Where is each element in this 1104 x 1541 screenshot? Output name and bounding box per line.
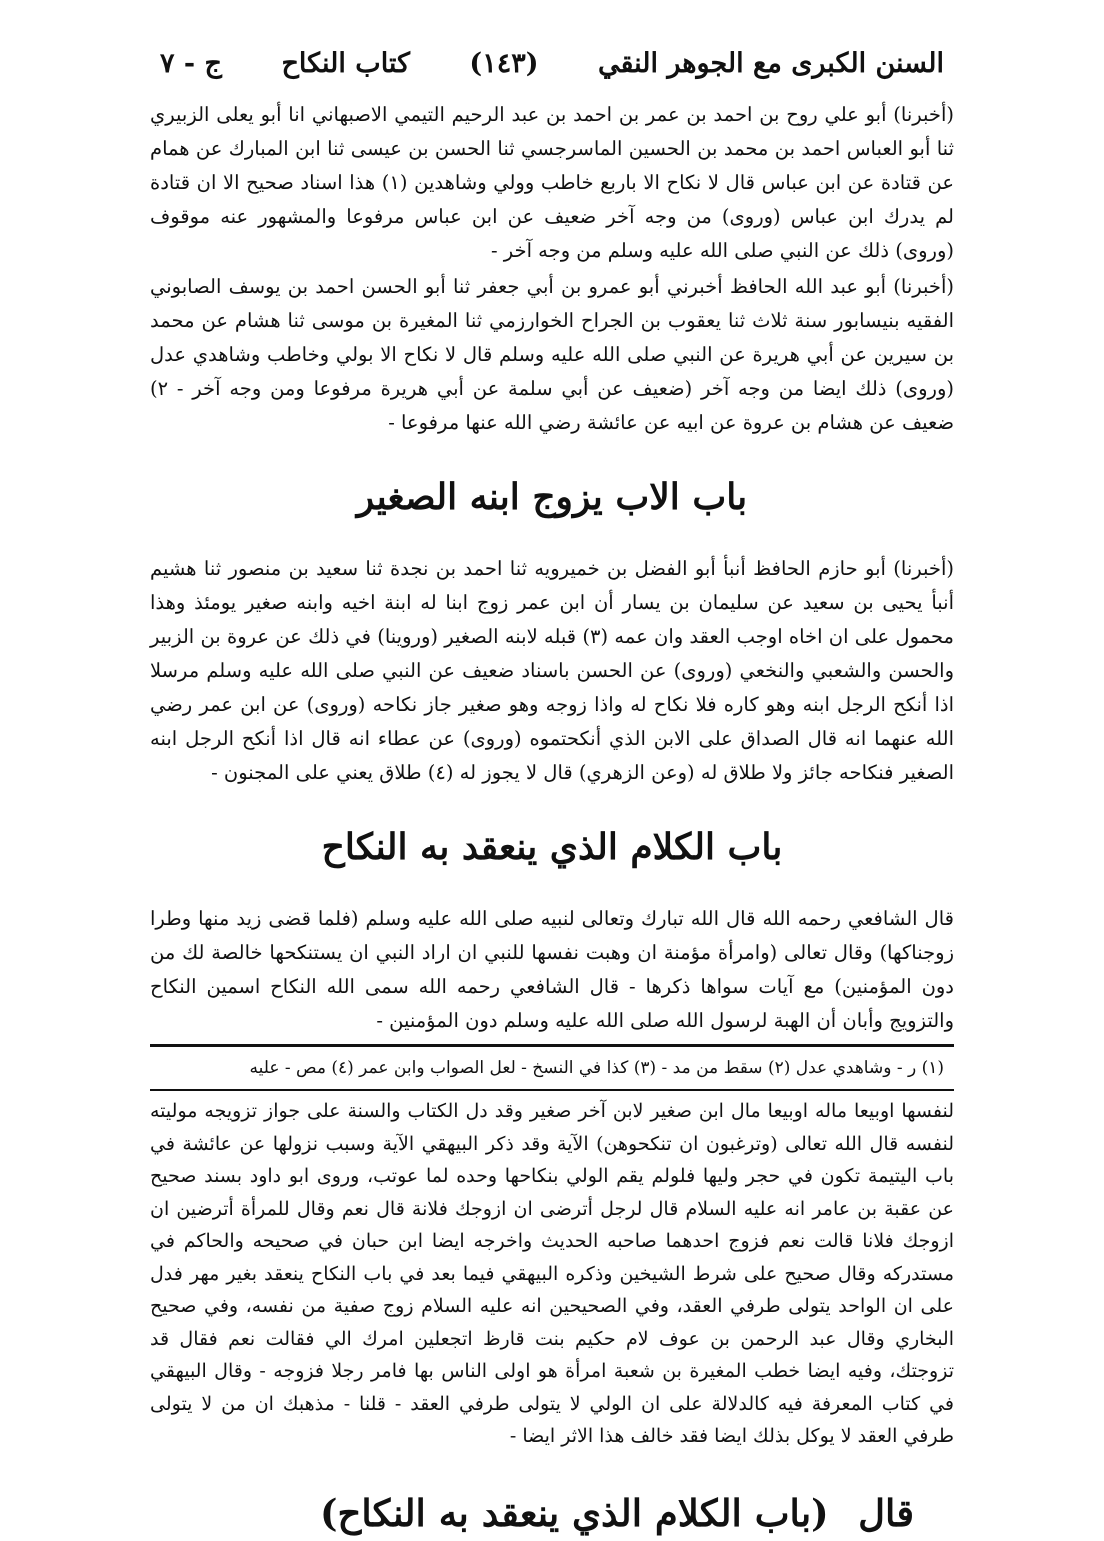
body-paragraph: (أخبرنا) أبو عبد الله الحافظ أخبرني أبو عمرو بن أبي جعفر ثنا أبو الحسن احمد بن يوسف الصابوني الفقيه بنيسابور سنة ثلاث ثنا يعقوب بن الجراح الخوارزمي ثنا المغيرة بن موسى ثنا هشام عن محمد بن سيرين عن أبي هريرة عن النبي صلى الله عليه وسلم قال لا نكاح الا بولي وخاطب وشاهدي عدل (وروى) ذلك ايضا من وجه آخر (ضعيف عن أبي سلمة عن أبي هريرة مرفوعا ومن وجه آخر - ٢) ضعيف عن هشام بن عروة عن ابيه عن عائشة رضي الله عنها مرفوعا - (150, 275, 954, 434)
body-paragraph: (أخبرنا) أبو علي روح بن احمد بن عمر بن احمد بن عبد الرحيم التيمي الاصبهاني انا أبو يعلى الزبيري ثنا أبو العباس احمد بن محمد بن الحسين الماسرجسي ثنا الحسن بن عيسى ثنا ابن المبارك عن همام عن قتادة عن ابن عباس قال لا نكاح الا باربع خاطب وولي وشاهدين (١) هذا اسناد صحيح الا ان قتادة لم يدرك ابن عباس (وروى) من وجه آخر ضعيف عن ابن عباس مرفوعا والمشهور عنه موقوف (وروى) ذلك عن النبي صلى الله عليه وسلم من وجه آخر - (150, 103, 954, 262)
section-heading: باب الكلام الذي ينعقد به النكاح (321, 826, 783, 868)
closing-word: قال (858, 1490, 914, 1535)
body-paragraph: (أخبرنا) أبو حازم الحافظ أنبأ أبو الفضل بن خميرويه ثنا احمد بن نجدة ثنا سعيد بن منصور ثنا هشيم أنبأ يحيى بن سعيد عن سليمان بن يسار أن ابن عمر زوج ابنا له ابنة اخيه وابنه صغير يومئذ وهذا محمول على ان اخاه اوجب العقد وان عمه (٣) قبله لابنه الصغير (وروينا) في ذلك عن عروة بن الزبير والحسن والشعبي والنخعي (وروى) عن الحسن باسناد ضعيف عن النبي صلى الله عليه وسلم مرسلا اذا أنكح الرجل ابنه وهو كاره فلا نكاح له واذا زوجه وهو صغير جاز نكاحه (وروى) عن ابن عمر رضي الله عنهما انه قال الصداق على الابن الذي أنكحتموه (وروى) عن عطاء انه قال اذا أنكح الرجل ابنه الصغير فنكاحه جائز ولا طلاق له (وعن الزهري) قال لا يجوز له (٤) طلاق يعني على المجنون - (150, 557, 954, 784)
running-header (150, 48, 954, 88)
footnotes: (١) ر - وشاهدي عدل (٢) سقط من مد - (٣) كذا في النسخ - لعل الصواب وابن عمر (٤) مص - عليه (249, 1058, 944, 1078)
page-number: (١٤٣) (469, 48, 539, 79)
closing-heading (150, 1491, 954, 1535)
volume-number: ج - ٧ (160, 48, 222, 79)
divider (150, 1089, 954, 1091)
chapter-title: كتاب النكاح (281, 48, 410, 79)
closing-title: (باب الكلام الذي ينعقد به النكاح) (320, 1490, 829, 1535)
body-paragraph: قال الشافعي رحمه الله قال الله تبارك وتعالى لنبيه صلى الله عليه وسلم (فلما قضى زيد منها وطرا زوجناكها) وقال تعالى (وامرأة مؤمنة ان وهبت نفسها للنبي ان اراد النبي ان يستنكحها خالصة لك من دون المؤمنين) مع آيات سواها ذكرها - قال الشافعي رحمه الله سمى الله النكاح اسمين النكاح والتزويج وأبان أن الهبة لرسول الله صلى الله عليه وسلم دون المؤمنين - (150, 907, 954, 1032)
section-heading: باب الاب يزوج ابنه الصغير (356, 476, 748, 518)
book-title: السنن الكبرى مع الجوهر النقي (597, 48, 944, 79)
commentary (150, 1095, 954, 1453)
commentary-paragraph: لنفسها اوبيعا ماله اوبيعا مال ابن صغير لابن آخر صغير وقد دل الكتاب والسنة على جواز تزويجه موليته لنفسه قال الله تعالى (وترغبون ان تنكحوهن) الآية وقد ذكر البيهقي الآية وسبب نزولها عن عائشة في باب اليتيمة تكون في حجر وليها فلولم يقم الولي بنكاحها وحده لما عوتب، وروى ابو داود بسند صحيح عن عقبة بن عامر انه عليه السلام قال لرجل أترضى ان ازوجك فلانة قال نعم وقال للمرأة أترضين ان ازوجك فلانا قالت نعم فزوج احدهما صاحبه الحديث واخرجه ايضا ابن حبان في صحيحه والحاكم في مستدركه وقال صحيح على شرط الشيخين وذكره البيهقي فيما بعد في باب النكاح ينعقد بغير مهر فدل على ان الواحد يتولى طرفي العقد، وفي الصحيحين انه عليه السلام زوج صفية من نفسه، وفي صحيح البخاري وقال عبد الرحمن بن عوف لام حكيم بنت قارظ اتجعلين امرك الي فقالت نعم فقال قد تزوجتك، وفيه ايضا خطب المغيرة بن شعبة امرأة هو اولى الناس بها فامر رجلا فزوجه - وقال البيهقي في كتاب المعرفة فيه كالدلالة على ان الولي لا يتولى طرفي العقد - قلنا - مذهبك ان من لا يتولى طرفي العقد لا يوكل بذلك ايضا فقد خالف هذا الاثر ايضا - (150, 1100, 954, 1447)
